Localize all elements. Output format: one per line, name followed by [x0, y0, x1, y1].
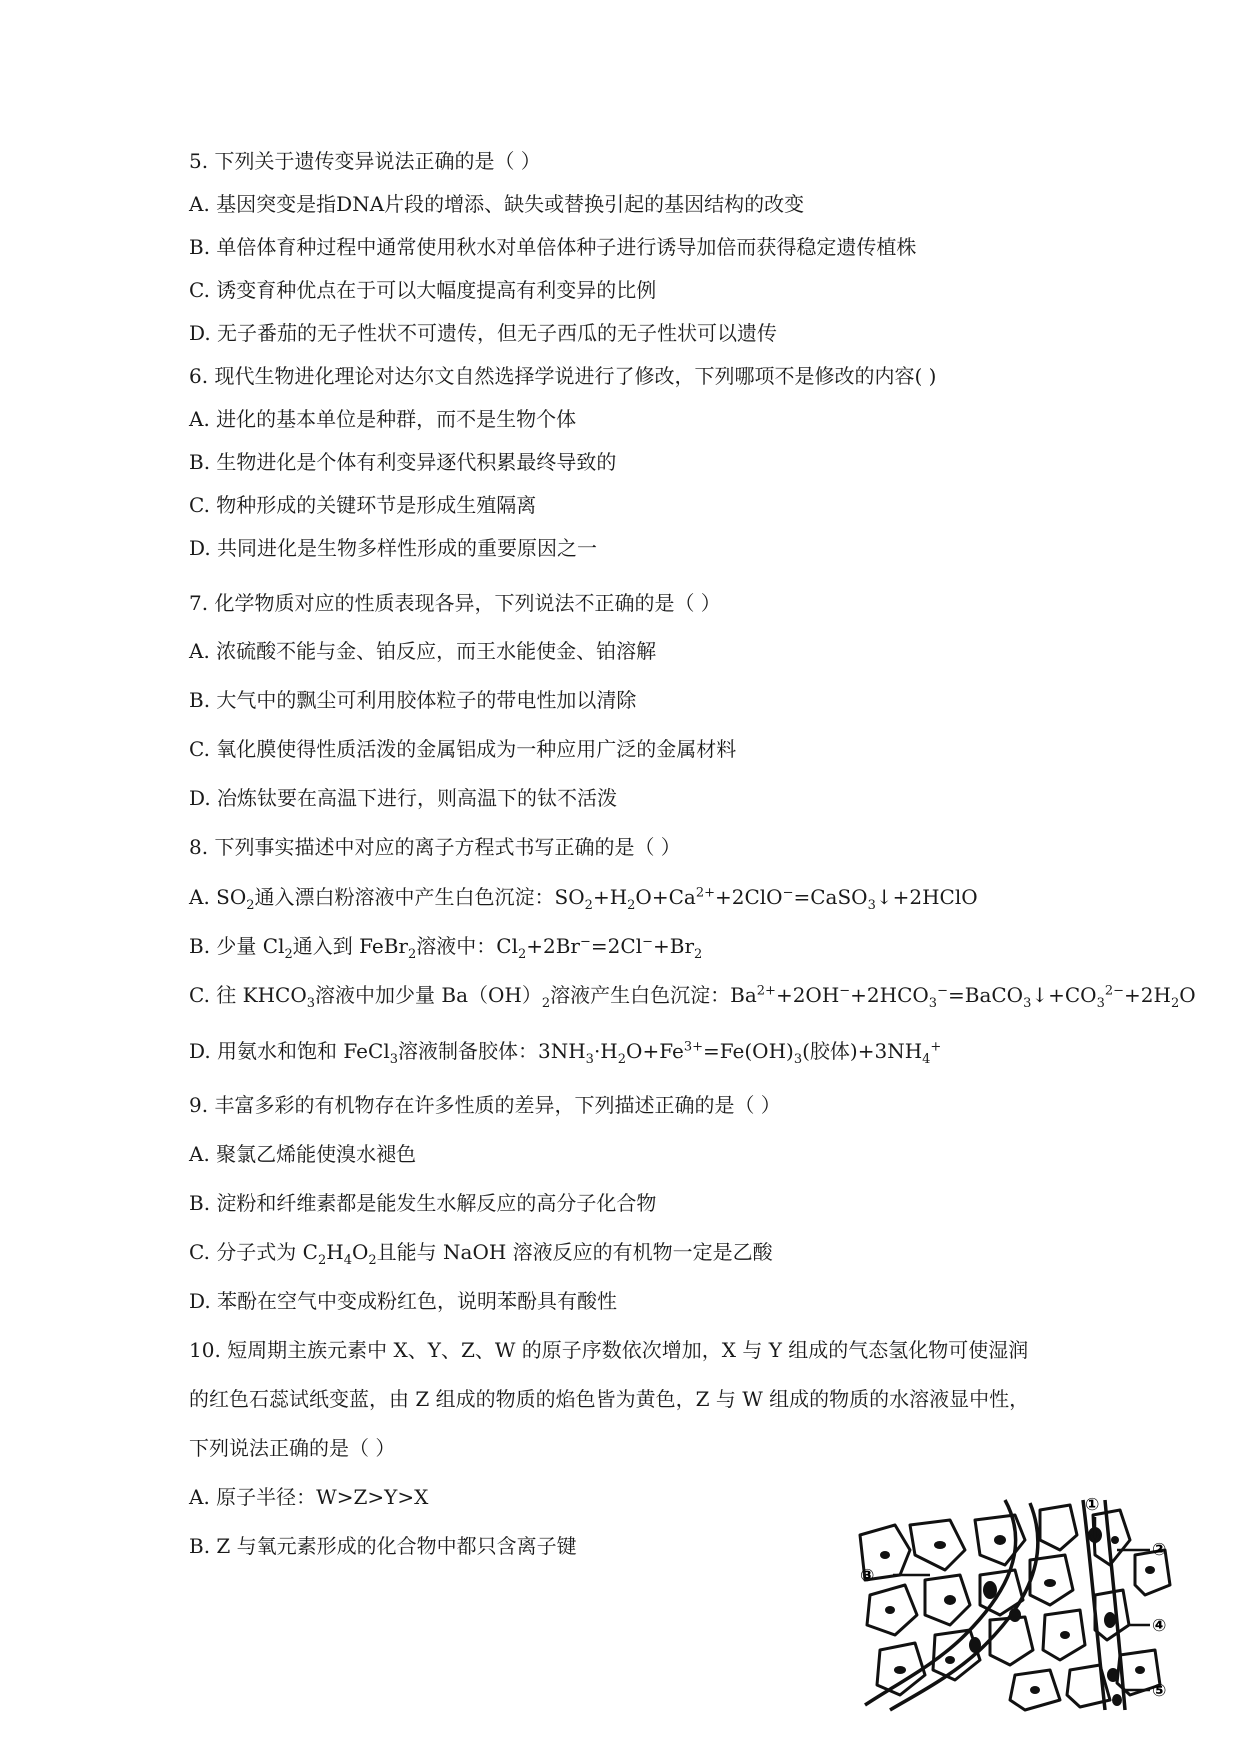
q9-stem: 9. 丰富多彩的有机物存在许多性质的差异，下列描述正确的是（ ）	[189, 1093, 781, 1117]
q10-option-a: A. 原子半径：W>Z>Y>X	[189, 1485, 429, 1509]
q8-option-c: C. 往 $KHCO_3$溶液中加少量 $Ba(OH)_2$溶液产生白色沉淀：$Ba^{2+}+2OH^-+2HCO_3^-=BaCO_3↓+CO_3^{2-}+2H_2O$	[189, 983, 1196, 1011]
q8-c-label: C. 往 KHCO	[189, 983, 307, 1007]
q7-stem: 7. 化学物质对应的性质表现各异，下列说法不正确的是（ ）	[189, 591, 721, 615]
q6-option-b: B. 生物进化是个体有利变异逐代积累最终导致的	[189, 450, 617, 474]
cell-tissue-figure	[855, 1495, 1175, 1715]
q9-option-d: D. 苯酚在空气中变成粉红色，说明苯酚具有酸性	[189, 1289, 618, 1313]
q8-d-mid: 溶液制备胶体：3NH	[398, 1039, 586, 1063]
q6-option-c: C. 物种形成的关键环节是形成生殖隔离	[189, 493, 537, 517]
q5-option-d: D. 无子番茄的无子性状不可遗传，但无子西瓜的无子性状可以遗传	[189, 321, 778, 345]
q5-stem: 5. 下列关于遗传变异说法正确的是（ ）	[189, 149, 541, 173]
q8-b-mid: 通入到 FeBr	[292, 934, 408, 958]
q7-option-c: C. 氧化膜使得性质活泼的金属铝成为一种应用广泛的金属材料	[189, 737, 737, 761]
q10-stem-line1: 10. 短周期主族元素中 X、Y、Z、W 的原子序数依次增加，X 与 Y 组成的气态氢化物可使湿润	[189, 1338, 1029, 1362]
q10-stem-line3: 下列说法正确的是（ ）	[189, 1436, 396, 1460]
q8-option-a: A. $SO_2$通入漂白粉溶液中产生白色沉淀：$SO_2+H_2O+Ca^{2+}+2ClO^-=CaSO_3↓+2HClO$	[189, 885, 978, 913]
q7-option-a: A. 浓硫酸不能与金、铂反应，而王水能使金、铂溶解	[189, 639, 657, 663]
q6-stem: 6. 现代生物进化理论对达尔文自然选择学说进行了修改，下列哪项不是修改的内容( )	[189, 364, 937, 388]
figure-label-4: ④	[1152, 1616, 1167, 1636]
figure-label-2: ②	[1152, 1540, 1167, 1560]
q8-a-mid: 通入漂白粉溶液中产生白色沉淀：SO	[254, 885, 585, 909]
figure-label-1: ①	[1085, 1495, 1100, 1515]
q5-option-a: A. 基因突变是指DNA片段的增添、缺失或替换引起的基因结构的改变	[189, 192, 805, 216]
q10-option-b: B. Z 与氧元素形成的化合物中都只含离子键	[189, 1534, 577, 1558]
q6-option-a: A. 进化的基本单位是种群，而不是生物个体	[189, 407, 577, 431]
q9-option-a: A. 聚氯乙烯能使溴水褪色	[189, 1142, 417, 1166]
q9-option-c: C. 分子式为 $C_2H_4O_2$且能与 NaOH 溶液反应的有机物一定是乙酸	[189, 1240, 773, 1268]
q7-option-b: B. 大气中的飘尘可利用胶体粒子的带电性加以清除	[189, 688, 637, 712]
q8-option-d: D. 用氨水和饱和 FeCl$_3$溶液制备胶体：$3NH_3\cdot H_2O+Fe^{3+}=Fe(OH)_3$(胶体)$+3NH_4^+$	[189, 1039, 942, 1067]
q5-option-c: C. 诱变育种优点在于可以大幅度提高有利变异的比例	[189, 278, 657, 302]
figure-label-3: ③	[860, 1566, 875, 1586]
q8-stem: 8. 下列事实描述中对应的离子方程式书写正确的是（ ）	[189, 835, 681, 859]
q10-stem-line2: 的红色石蕊试纸变蓝，由 Z 组成的物质的焰色皆为黄色，Z 与 W 组成的物质的水溶液显中性，	[189, 1387, 1030, 1411]
q6-option-d: D. 共同进化是生物多样性形成的重要原因之一	[189, 536, 598, 560]
q5-option-b: B. 单倍体育种过程中通常使用秋水对单倍体种子进行诱导加倍而获得稳定遗传植株	[189, 235, 917, 259]
q9-c-label: C. 分子式为 C	[189, 1240, 318, 1264]
q8-option-b: B. 少量 $Cl_2$通入到 FeBr$_2$溶液中：$Cl_2+2Br^-=2Cl^-+Br_2$	[189, 934, 703, 962]
q8-a-label: A. SO	[189, 885, 247, 909]
cell-tissue-drawing	[855, 1495, 1175, 1715]
q8-b-label: B. 少量 Cl	[189, 934, 285, 958]
q8-d-label: D. 用氨水和饱和 FeCl	[189, 1039, 390, 1063]
figure-label-5: ⑤	[1152, 1681, 1167, 1701]
q7-option-d: D. 冶炼钛要在高温下进行，则高温下的钛不活泼	[189, 786, 618, 810]
q9-c-tail: 且能与 NaOH 溶液反应的有机物一定是乙酸	[376, 1240, 773, 1264]
q9-option-b: B. 淀粉和纤维素都是能发生水解反应的高分子化合物	[189, 1191, 657, 1215]
